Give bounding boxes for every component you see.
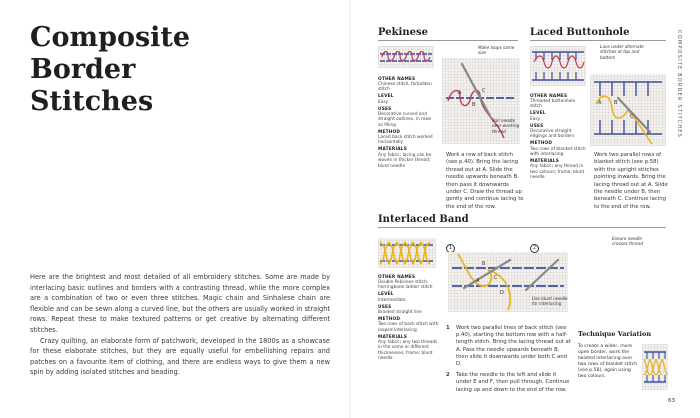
- info-value: Intermediate: [378, 297, 406, 303]
- interlaced-callout-needle: Use blunt needle for interlacing: [532, 296, 568, 307]
- title-line: Composite: [30, 22, 191, 53]
- info-label: MATERIALS: [530, 158, 559, 164]
- interlaced-title: Interlaced Band: [378, 214, 469, 225]
- info-label: OTHER NAMES: [378, 274, 416, 280]
- info-value: Laced back stitch worked horizontally: [378, 135, 433, 146]
- laced-info: [530, 92, 586, 181]
- running-header: COMPOSITE BORDER STITCHES: [676, 30, 682, 139]
- svg-text:A: A: [458, 90, 462, 96]
- step-item: [446, 325, 572, 368]
- technique-variation-title: Technique Variation: [578, 330, 652, 338]
- pekinese-swatch: [378, 46, 434, 68]
- pekinese-step: Work a row of back stitch (see p.40). Bring the lacing thread out at A. Slide the needle upwards beneath B, then pass it downwards under C. Draw the thread up gently and continue lacing to the end of the row.: [446, 152, 524, 210]
- technique-variation-swatch: [642, 344, 668, 390]
- interlaced-swatch-art: [378, 238, 436, 268]
- svg-text:B: B: [614, 100, 618, 106]
- info-value: Threaded buttonhole stitch: [530, 98, 576, 110]
- svg-text:A: A: [476, 278, 480, 284]
- svg-text:B: B: [482, 261, 486, 267]
- technique-variation-art: [642, 344, 668, 390]
- svg-text:C: C: [494, 275, 498, 281]
- pekinese-swatch-art: [378, 46, 434, 68]
- info-value: Decorative curved and straight outlines, in rows as filling: [378, 111, 432, 128]
- pekinese-title: Pekinese: [378, 27, 428, 38]
- interlaced-steps: [446, 325, 572, 398]
- svg-text:A: A: [598, 100, 602, 106]
- svg-text:C: C: [630, 114, 634, 120]
- info-label: USES: [530, 123, 544, 129]
- page-number: 63: [668, 398, 675, 404]
- laced-title: Laced Buttonhole: [530, 27, 630, 38]
- info-label: METHOD: [378, 316, 401, 322]
- laced-step: Work two parallel rows of blanket stitch (see p.58) with the upright stitches pointing inwards. Bring the lacing thread out at A. Slide the needle under B, then beneath C. Continue lacing to the end of the row.: [594, 152, 668, 210]
- info-label: METHOD: [378, 129, 401, 135]
- info-label: MATERIALS: [378, 334, 407, 340]
- info-label: LEVEL: [378, 292, 394, 298]
- intro-paragraph: Here are the brightest and most detailed of all embroidery stitches. Some are made by interlacing basic outlines and borders with a contrasting thread, while the more complex are a combination of two or even three stitches. Magic chain and Sinhalese chain are flexible and can be sewn along a curved line, but the others are usually worked in straight rows. Repeat these to make textured patterns or get creative by alternating different stitches.: [30, 273, 330, 334]
- page-title: [30, 22, 280, 118]
- info-label: MATERIALS: [378, 147, 407, 153]
- info-label: USES: [378, 304, 392, 310]
- step-number-2: 2: [530, 244, 539, 253]
- info-value: Easy: [530, 116, 541, 122]
- step-text: Work two parallel lines of back stitch (see p.40), starting the bottom row with a half-length stitch. Bring the lacing thread out at A. Pass the needle upwards beneath B, then slide it downwards under both C and D.: [456, 325, 571, 368]
- pekinese-info: [378, 75, 434, 169]
- intro-paragraph: Crazy quilting, an elaborate form of patchwork, developed in the 1800s as a showcase for these elaborate stitches, but they are equally useful for embellishing repairs and patches on a favourite item of clothing, and there are endless ways to give them a new spin by adding isolated stitches and beading.: [30, 336, 330, 377]
- step-item: [446, 372, 572, 394]
- info-value: Easy: [378, 99, 389, 105]
- svg-text:D: D: [500, 290, 504, 296]
- svg-text:B: B: [472, 102, 476, 108]
- info-label: OTHER NAMES: [530, 93, 568, 99]
- info-value: Any fabric; lacing can be woven in thicker thread; blunt needle: [378, 152, 432, 169]
- intro-text: [30, 272, 330, 378]
- svg-text:C: C: [482, 88, 486, 94]
- step-number: 1: [446, 325, 450, 331]
- info-label: USES: [378, 106, 392, 112]
- info-label: OTHER NAMES: [378, 76, 416, 82]
- pekinese-callout-side: Pull needle over working thread: [492, 118, 520, 134]
- info-value: Any fabric; any two threads in the same or different thicknesses; frame; blunt needle: [378, 339, 438, 362]
- interlaced-info: [378, 273, 440, 362]
- info-label: METHOD: [530, 141, 553, 147]
- laced-diagram: [590, 74, 666, 146]
- interlaced-rule: [378, 227, 666, 228]
- info-value: Any fabric; any thread in two colours; frame; blunt needle: [530, 164, 585, 181]
- info-value: Braided straight line: [378, 309, 422, 315]
- page-gutter: [349, 0, 351, 418]
- interlaced-callout-ensure: Ensure needle crosses thread: [612, 236, 643, 247]
- info-value: Two rows of back stitch with looped interlacing: [378, 322, 439, 333]
- title-line: Border: [30, 54, 136, 85]
- info-value: Double Pekinese stitch, herringbone ladder stitch: [378, 279, 433, 291]
- laced-rule: [530, 40, 666, 41]
- step-number-1: 1: [446, 244, 455, 253]
- info-value: Chinese stitch, forbidden stitch: [378, 81, 432, 93]
- info-label: LEVEL: [378, 94, 394, 100]
- laced-callout: Lace under alternate stitches at top and bottom: [600, 44, 644, 60]
- title-line: Stitches: [30, 86, 154, 117]
- laced-swatch-art: [530, 46, 586, 86]
- step-number: 2: [446, 372, 450, 379]
- laced-swatch: [530, 46, 586, 86]
- info-value: Two rows of blanket stitch with interlacing: [530, 146, 586, 158]
- pekinese-callout-top: Make loops same size: [478, 45, 515, 56]
- technique-variation-text: To create a wider, more open border, work the twisted interlacing over two rows of blanket stitch (see p.58), again using two colours.: [578, 344, 638, 379]
- laced-diagram-art: [590, 74, 666, 146]
- info-label: LEVEL: [530, 111, 546, 117]
- pekinese-rule: [378, 40, 518, 41]
- interlaced-swatch: [378, 238, 436, 268]
- info-value: Decorative straight edgings and borders: [530, 128, 575, 140]
- step-text: Take the needle to the left and slide it under E and F, then pull through. Continue lacing up and down to the end of the row.: [456, 372, 570, 393]
